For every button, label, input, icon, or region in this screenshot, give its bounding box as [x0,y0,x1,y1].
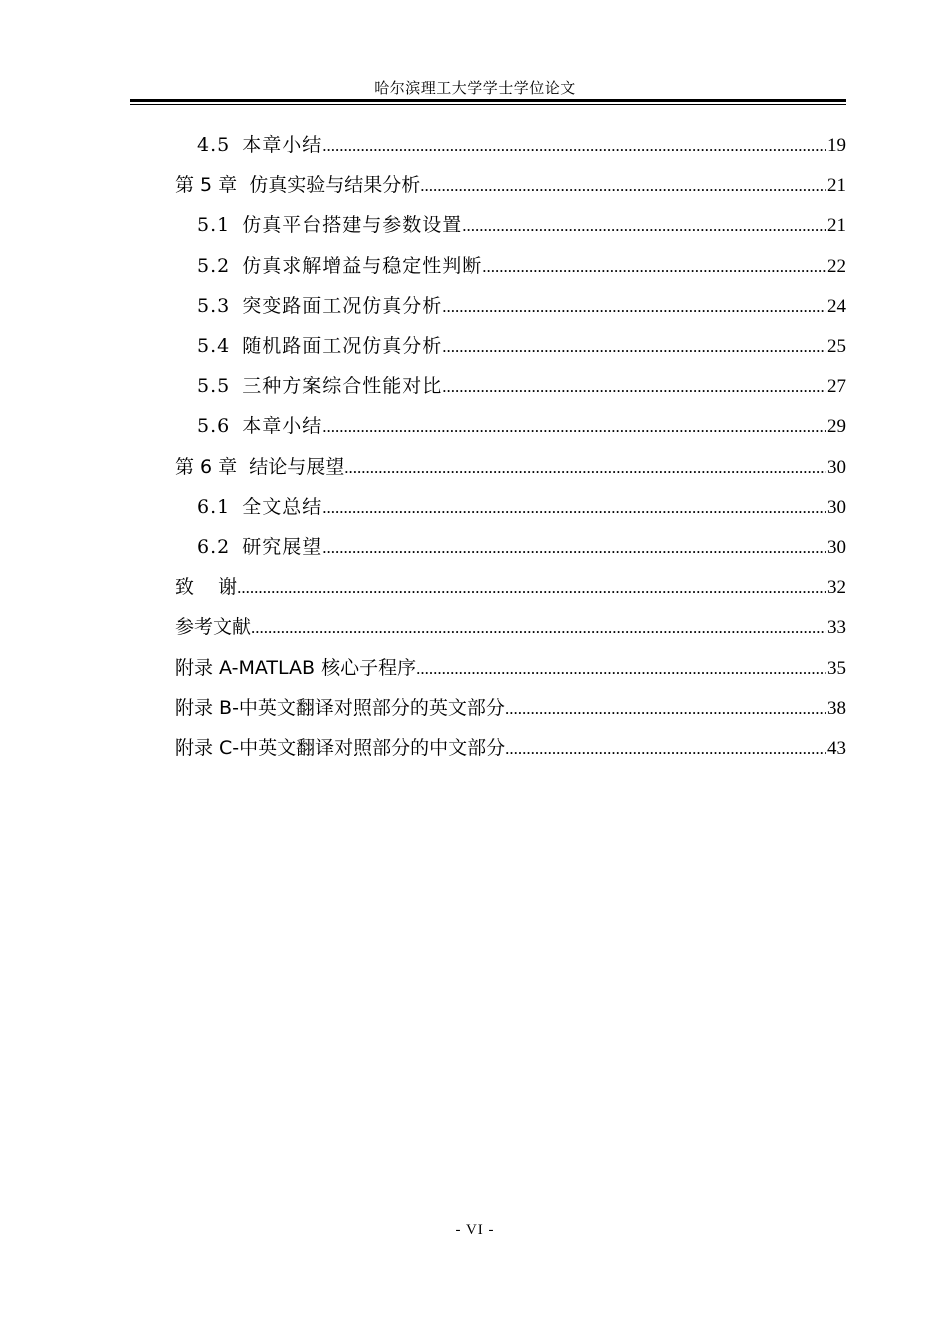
toc-entry-page: 33 [827,617,846,639]
toc-chapter-entry[interactable] [175,688,846,728]
toc-entry-title [197,487,322,527]
toc-dot-leader [505,729,826,769]
toc-entry-title [175,607,251,647]
toc-entry-page: 27 [827,376,846,398]
toc-section-entry[interactable] [197,527,846,567]
toc-section-entry[interactable] [197,326,846,366]
toc-entry-number: 5.3 [197,294,231,317]
toc-dot-leader [482,247,826,287]
toc-entry-title [197,205,462,245]
header-rule-thin [130,104,846,105]
toc-dot-leader [251,608,826,648]
toc-entry-title [175,165,420,205]
toc-dot-leader [442,327,826,367]
toc-dot-leader [322,528,826,568]
toc-dot-leader [416,649,826,689]
toc-dot-leader [420,166,826,206]
toc-section-entry[interactable] [197,406,846,446]
toc-entry-label: 本章小结 [242,415,323,438]
toc-dot-leader [442,367,826,407]
page-header: 哈尔滨理工大学学士学位论文 [374,79,576,97]
toc-dot-leader [322,126,826,166]
toc-entry-label: 研究展望 [242,536,323,558]
toc-entry-number: 6.2 [197,536,231,558]
toc-dot-leader [322,407,826,447]
toc-entry-page: 25 [827,336,846,357]
toc-entry-page: 35 [827,657,846,679]
toc-entry-label: 随机路面工况仿真分析 [242,335,443,357]
toc-entry-label: 全文总结 [242,495,323,518]
toc-entry-number: 6.1 [197,495,231,518]
toc-entry-label: 附录 C-中英文翻译对照部分的中文部分 [175,737,506,759]
toc-entry-number: 5.4 [197,335,231,357]
toc-dot-leader [462,206,826,246]
toc-entry-number: 4.5 [197,134,231,156]
toc-chapter-entry[interactable] [175,728,846,768]
toc-entry-page: 30 [827,537,846,558]
toc-dot-leader [344,448,826,488]
toc-entry-page: 22 [827,255,846,277]
toc-entry-label: 突变路面工况仿真分析 [242,294,443,317]
toc-entry-number: 5.1 [197,214,231,237]
toc-entry-page: 32 [827,577,846,599]
toc-entry-number: 5.5 [197,375,231,398]
toc-chapter-entry[interactable] [175,165,846,205]
toc-entry-title [175,688,505,728]
page-number: - VI - [455,1222,495,1238]
toc-dot-leader [505,689,826,729]
toc-entry-page: 43 [827,738,846,759]
toc-entry-label: 第 5 章 仿真实验与结果分析 [175,174,421,197]
toc-section-entry[interactable] [197,286,846,326]
toc-entry-title [197,406,322,446]
toc-entry-label: 本章小结 [242,134,323,156]
toc-entry-page: 38 [827,697,846,719]
toc-entry-label: 参考文献 [175,616,252,639]
toc-entry-title [175,728,505,768]
toc-entry-label: 仿真平台搭建与参数设置 [242,214,463,237]
toc-entry-title [197,125,322,165]
toc-entry-page: 21 [827,215,846,237]
toc-entry-number: 5.2 [197,254,231,277]
toc-dot-leader [237,568,826,608]
toc-entry-page: 30 [827,496,846,518]
toc-entry-label: 第 6 章 结论与展望 [175,455,345,478]
toc-entry-number: 5.6 [197,415,231,438]
toc-entry-title [197,286,442,326]
toc-chapter-entry[interactable] [175,648,846,688]
toc-entry-page: 21 [827,175,846,197]
toc-dot-leader [442,287,826,327]
toc-entry-title [175,567,237,607]
toc-entry-title [175,648,416,688]
toc-entry-title [197,326,442,366]
toc-entry-title [197,246,482,286]
toc-entry-label: 附录 B-中英文翻译对照部分的英文部分 [175,696,505,719]
toc-entry-page: 30 [827,456,846,478]
toc-entry-title [175,447,344,487]
header-rule-thick [130,99,846,102]
toc-entry-label: 附录 A-MATLAB 核心子程序 [175,656,417,679]
toc-section-entry[interactable] [197,246,846,286]
toc-section-entry[interactable] [197,487,846,527]
toc-entry-page: 24 [827,295,846,317]
toc-entry-label: 仿真求解增益与稳定性判断 [242,254,483,277]
toc-entry-label: 致 谢 [175,576,238,599]
toc-section-entry[interactable] [197,366,846,406]
toc-chapter-entry[interactable] [175,447,846,487]
toc-section-entry[interactable] [197,125,846,165]
toc-entry-label: 三种方案综合性能对比 [242,375,443,398]
toc-section-entry[interactable] [197,205,846,245]
toc-entry-page: 29 [827,416,846,438]
toc-entry-title [197,366,442,406]
toc-dot-leader [322,488,826,528]
toc-chapter-entry[interactable] [175,607,846,647]
toc-chapter-entry[interactable] [175,567,846,607]
toc-entry-page: 19 [827,135,846,156]
toc-entry-title [197,527,322,567]
